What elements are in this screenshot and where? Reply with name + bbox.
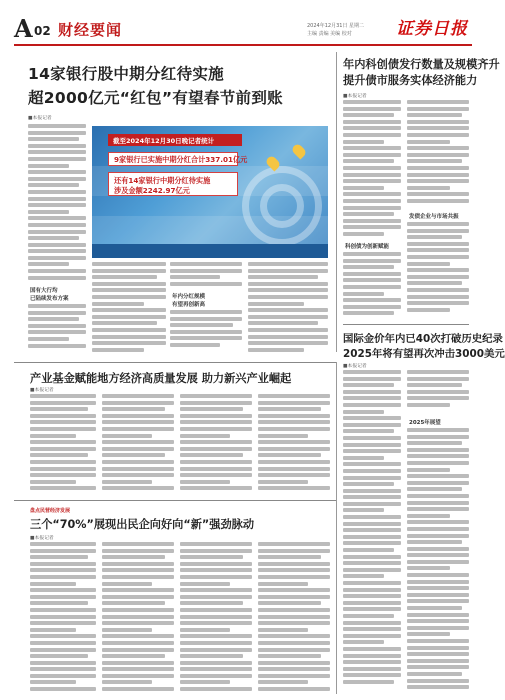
- lower-text-col-4: [258, 542, 330, 694]
- story1-text-col-2: [407, 100, 469, 208]
- lead-text-col-2: [92, 262, 166, 352]
- bottom-text-col-1: [30, 394, 96, 494]
- lead-title-line1: 14家银行股中期分红待实施: [28, 65, 224, 83]
- lead-subhead-1: 国有大行均: [30, 288, 58, 294]
- story2-byline: ■本报记者: [343, 364, 367, 369]
- editor-credits: 主编 责编 美编 校对: [307, 31, 352, 37]
- lower-text-col-1: [30, 542, 96, 694]
- story1-subhead-1: 科创债为创新赋能: [345, 244, 390, 250]
- bottom-text-col-4: [258, 394, 330, 494]
- mid-subhead-1: 年内分红规模: [172, 294, 206, 300]
- lower-text-col-3: [180, 542, 252, 694]
- story2-text-col-2b: [407, 428, 469, 694]
- right-bottom-heading: 2025年展望: [409, 420, 441, 426]
- image-card-2: 还有14家银行中期分红待实施 涉及金额2242.97亿元: [108, 172, 238, 196]
- masthead-logo: 证券日报: [396, 19, 468, 39]
- lead-text-col-1: [28, 124, 86, 284]
- story1-byline: ■本报记者: [343, 94, 367, 99]
- header-rule: [14, 44, 472, 46]
- story1-text-col-2b: [407, 222, 469, 320]
- bottom-text-col-2: [102, 394, 174, 494]
- bottom-story-byline: ■本报记者: [30, 388, 54, 393]
- image-card-1: 9家银行已实施中期分红合计337.01亿元: [108, 152, 238, 166]
- lower-story-byline: ■本报记者: [30, 536, 54, 541]
- lead-subhead-2: 已陆续发布方案: [30, 296, 69, 302]
- story1-text-col-1b: [343, 252, 401, 320]
- lower-kicker: 盘点民营经济发展: [30, 508, 71, 514]
- lead-text-col-4: [248, 262, 328, 352]
- lead-illustration: [92, 126, 328, 258]
- right-rule: [343, 324, 469, 325]
- story1-subhead-2: 发债企业与市场共振: [409, 214, 459, 220]
- story2-title-2: 2025年将有望再次冲击3000美元: [343, 348, 505, 360]
- image-caption-header: 截至2024年12月30日晚记者统计: [108, 134, 242, 146]
- story2-title-1: 国际金价年内已40次打破历史纪录: [343, 333, 503, 345]
- section-name: 财经要闻: [58, 21, 123, 39]
- lead-byline: ■本报记者: [28, 116, 52, 121]
- column-divider-lower: [336, 362, 337, 694]
- section-letter: A: [14, 14, 33, 43]
- mid-subhead-2: 有望再创新高: [172, 302, 206, 308]
- lead-text-col-1b: [28, 304, 86, 350]
- lead-title-line2: 超2000亿元“红包”有望春节前到账: [28, 89, 283, 107]
- story1-title-1: 年内科创债发行数量及规模齐升: [343, 58, 500, 71]
- bottom-story-title: 产业基金赋能地方经济高质量发展 助力新兴产业崛起: [30, 372, 292, 385]
- section-rule-2: [14, 500, 336, 501]
- story2-text-col-2a: [407, 370, 469, 414]
- lower-text-col-2: [102, 542, 174, 694]
- page-header: [0, 0, 484, 44]
- issue-date: 2024年12月31日 星期二: [307, 23, 365, 29]
- story1-text-col-1: [343, 100, 401, 240]
- column-divider: [336, 52, 337, 352]
- story1-title-2: 提升债市服务实体经济能力: [343, 74, 478, 87]
- lower-story-title: 三个“70%”展现出民企向好向“新”强劲脉动: [30, 518, 255, 531]
- lead-text-col-3a: [170, 262, 242, 290]
- bottom-text-col-3: [180, 394, 252, 494]
- story2-text-col-1: [343, 370, 401, 694]
- lead-text-col-3b: [170, 310, 242, 352]
- section-rule-1: [14, 362, 336, 363]
- section-number: 02: [34, 24, 51, 38]
